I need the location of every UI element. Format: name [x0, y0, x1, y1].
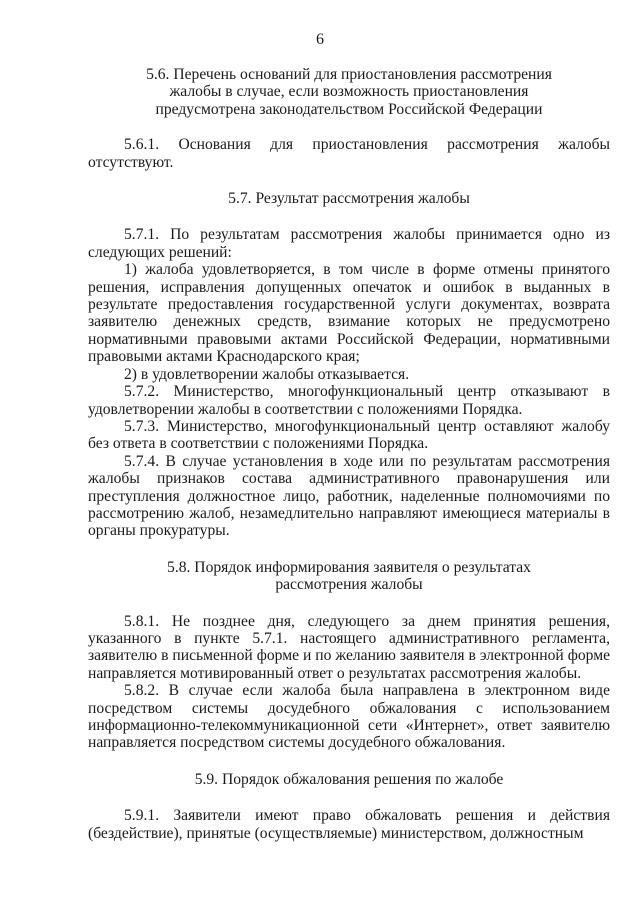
section-5-6-heading: 5.6. Перечень оснований для приостановления рассмотрения жалобы в случае, если возможность приостановления предусмотрена законодательством Российской Федерации — [146, 66, 552, 118]
paragraph-5-7-2: 5.7.2. Министерство, многофункциональный центр отказывают в удовлетворении жалобы в соответствии с положениями Порядка. — [88, 383, 610, 418]
paragraph-5-9-1: 5.9.1. Заявители имеют право обжаловать решения и действия (бездействие), принятые (осуществляемые) министерством, должностным — [88, 807, 610, 842]
paragraph-5-7-4: 5.7.4. В случае установления в ходе или по результатам рассмотрения жалобы признаков состава административного правонарушения или преступления должностное лицо, работник, наделенные полномочиями по рассмотрению жалоб, незамедлительно направляют имеющиеся материалы в органы прокуратуры. — [88, 452, 610, 540]
paragraph-5-6-1: 5.6.1. Основания для приостановления рассмотрения жалобы отсутствуют. — [88, 136, 610, 171]
section-5-7-heading: 5.7. Результат рассмотрения жалобы — [228, 190, 470, 208]
paragraph-5-8-2: 5.8.2. В случае если жалоба была направлена в электронном виде посредством системы досудебного обжалования с использованием информационно-телекоммуникационной сети «Интернет», ответ заявителю направляется посредством системы досудебного обжалования. — [88, 682, 610, 752]
section-5-9-heading: 5.9. Порядок обжалования решения по жалобе — [194, 770, 504, 788]
page-number: 6 — [316, 31, 324, 48]
list-item-2: 2) в удовлетворении жалобы отказывается. — [124, 365, 410, 383]
paragraph-5-7-3: 5.7.3. Министерство, многофункциональный центр оставляют жалобу без ответа в соответствии с положениями Порядка. — [88, 417, 610, 453]
paragraph-5-7-1: 5.7.1. По результатам рассмотрения жалобы принимается одно из следующих решений: — [88, 226, 610, 261]
section-5-8-heading: 5.8. Порядок информирования заявителя о результатах рассмотрения жалобы — [167, 558, 531, 594]
document-body — [88, 66, 610, 842]
list-item-1: 1) жалоба удовлетворяется, в том числе в форме отмены принятого решения, исправления допущенных опечаток и ошибок в выданных в результате предоставления государственной услуги документах, возврата заявителю денежных средств, взимание которых не предусмотрено нормативными правовыми актами Российской Федерации, нормативными правовыми актами Краснодарского края; — [88, 261, 610, 366]
paragraph-5-8-1: 5.8.1. Не позднее дня, следующего за днем принятия решения, указанного в пункте 5.7.1. настоящего административного регламента, заявителю в письменной форме и по желанию заявителя в электронной форме направляется мотивированный ответ о результатах рассмотрения жалобы. — [88, 612, 610, 682]
